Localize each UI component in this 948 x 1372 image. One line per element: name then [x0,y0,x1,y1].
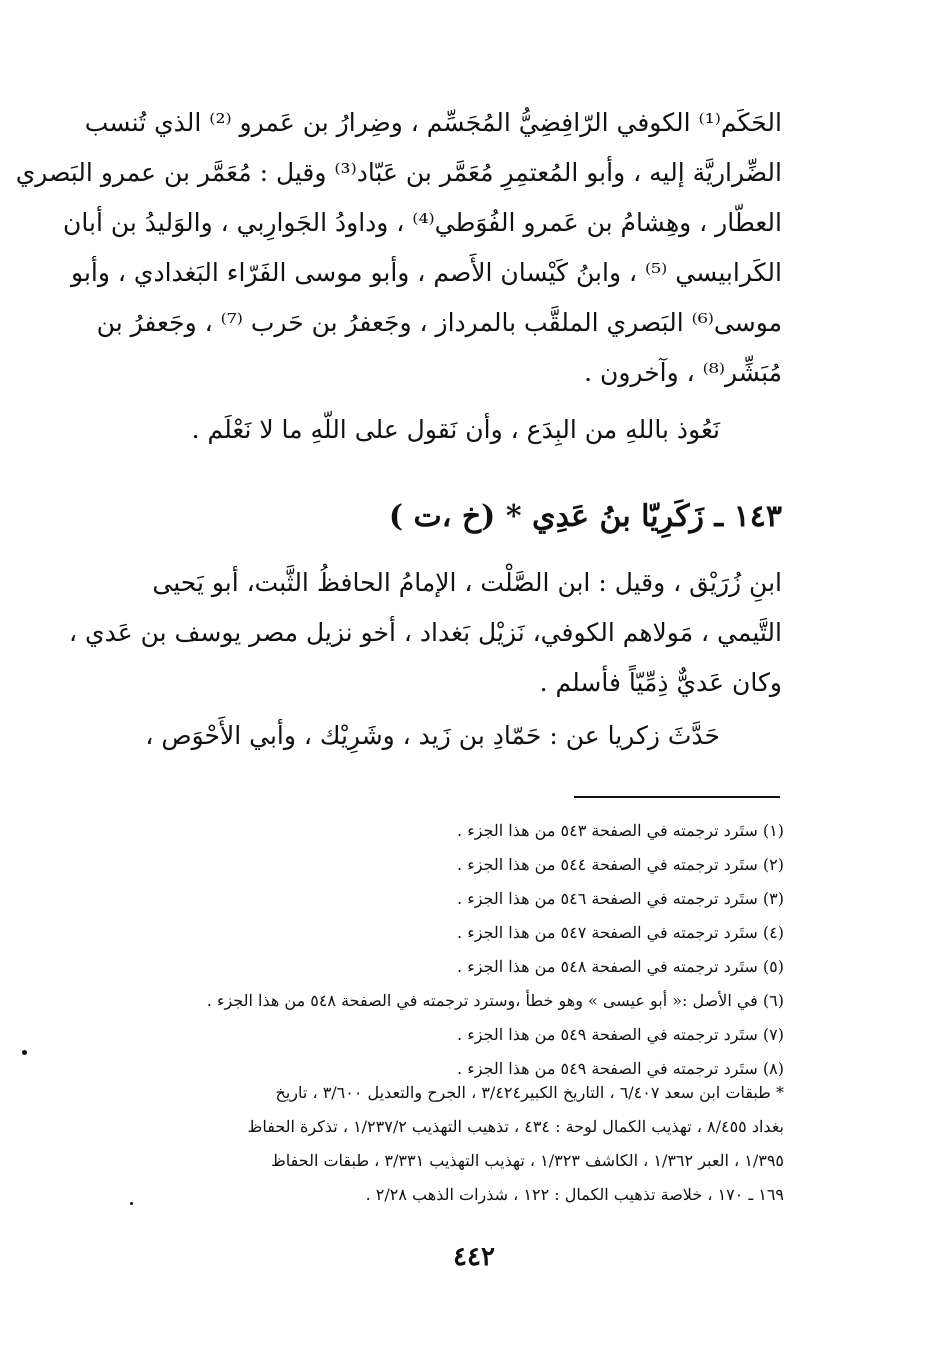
page-number: ٤٤٢ [453,1242,495,1272]
sources-note [116,1076,784,1212]
narration-line: حَدَّثَ زكريا عن : حَمّادِ بن زَيد ، وشَرِيْك ، وأبي الأَحْوَص ، [145,721,720,750]
footnote: (١) ستَرد ترجمته في الصفحة ٥٤٣ من هذا الجزء . [457,821,784,840]
sources-note-line: ١٦٩ ـ ١٧٠ ، خلاصة تذهيب الكمال : ١٢٢ ، شذرات الذهب ٢/٢٨ . [365,1185,784,1204]
entry-heading: ١٤٣ ـ زَكَرِيّا بنُ عَدِي * (خ ،ت ) [388,499,782,534]
main-paragraph-line: الضِّراريَّة إليه ، وأبو المُعتمِرِ مُعَمَّر بن عَبّاد⁽³⁾ وقيل : مُعَمَّر بن عمرو البَصري [15,158,782,187]
footnote: (٨) ستَرد ترجمته في الصفحة ٥٤٩ من هذا الجزء . [457,1059,784,1078]
sources-note-line: ١/٣٩٥ ، العبر ١/٣٦٢ ، الكاشف ١/٣٢٣ ، تهذيب التهذيب ٣/٣٣١ ، طبقات الحفاظ [270,1151,784,1170]
footnote: (٤) ستَرد ترجمته في الصفحة ٥٤٧ من هذا الجزء . [457,923,784,942]
footnote: (٦) في الأصل :« أبو عيسى » وهو خطأ ،وسترد ترجمته في الصفحة ٥٤٨ من هذا الجزء . [206,991,784,1010]
quote-line: نَعُوذ باللهِ من البِدَع ، وأن نَقول على اللّهِ ما لا نَعْلَم . [191,415,720,444]
main-paragraph-line: الكَرابيسي ⁽⁵⁾ ، وابنُ كَيْسان الأَصم ، وأبو موسى الفَرّاء البَغدادي ، وأبو [71,258,782,287]
main-paragraph [15,98,782,398]
main-paragraph-line: العطّار ، وهِشامُ بن عَمرو الفُوَطي⁽⁴⁾ ، وداودُ الجَوارِبي ، والوَليدُ بن أبان [63,208,782,237]
sources-note-line: * طبقات ابن سعد ٦/٤٠٧ ، التاريخ الكبير٣/٤٢٤ ، الجرح والتعديل ٣/٦٠٠ ، تاريخ [275,1083,784,1102]
bio-paragraph-line: التَّيمي ، مَولاهم الكوفي، نَزيْل بَغداد ، أخو نزيل مصر يوسف بن عَدي ، [69,618,782,647]
scan-speck [130,1202,133,1205]
footnote: (٢) ستَرد ترجمته في الصفحة ٥٤٤ من هذا الجزء . [457,855,784,874]
footnote: (٧) ستَرد ترجمته في الصفحة ٥٤٩ من هذا الجزء . [457,1025,784,1044]
footnote: (٣) ستَرد ترجمته في الصفحة ٥٤٦ من هذا الجزء . [457,889,784,908]
bio-paragraph-line: ابنِ زُرَيْق ، وقيل : ابن الصَّلْت ، الإمامُ الحافظُ الثَّبت، أبو يَحيى [152,568,782,597]
main-paragraph-line: مُبَشِّر⁽⁸⁾ ، وآخرون . [584,358,782,387]
footnote: (٥) ستَرد ترجمته في الصفحة ٥٤٨ من هذا الجزء . [457,957,784,976]
scan-speck [22,1050,27,1055]
main-paragraph-line: موسى⁽⁶⁾ البَصري الملقَّب بالمرداز ، وجَعفرُ بن حَرب ⁽⁷⁾ ، وجَعفرُ بن [96,308,782,337]
bio-paragraph-line: وكان عَديٌّ ذِمِّيّاً فأسلم . [539,668,782,697]
bio-paragraph [69,558,782,708]
footnote-separator [574,796,780,798]
main-paragraph-line: الحَكَم⁽¹⁾ الكوفي الرّافِضِيُّ المُجَسِّم ، وضِرارُ بن عَمرو ⁽²⁾ الذي تُنسب [84,108,782,137]
footnotes [116,814,784,1086]
sources-note-line: بغداد ٨/٤٥٥ ، تهذيب الكمال لوحة : ٤٣٤ ، تذهيب التهذيب ١/٢٣٧/٢ ، تذكرة الحفاظ [247,1117,784,1136]
